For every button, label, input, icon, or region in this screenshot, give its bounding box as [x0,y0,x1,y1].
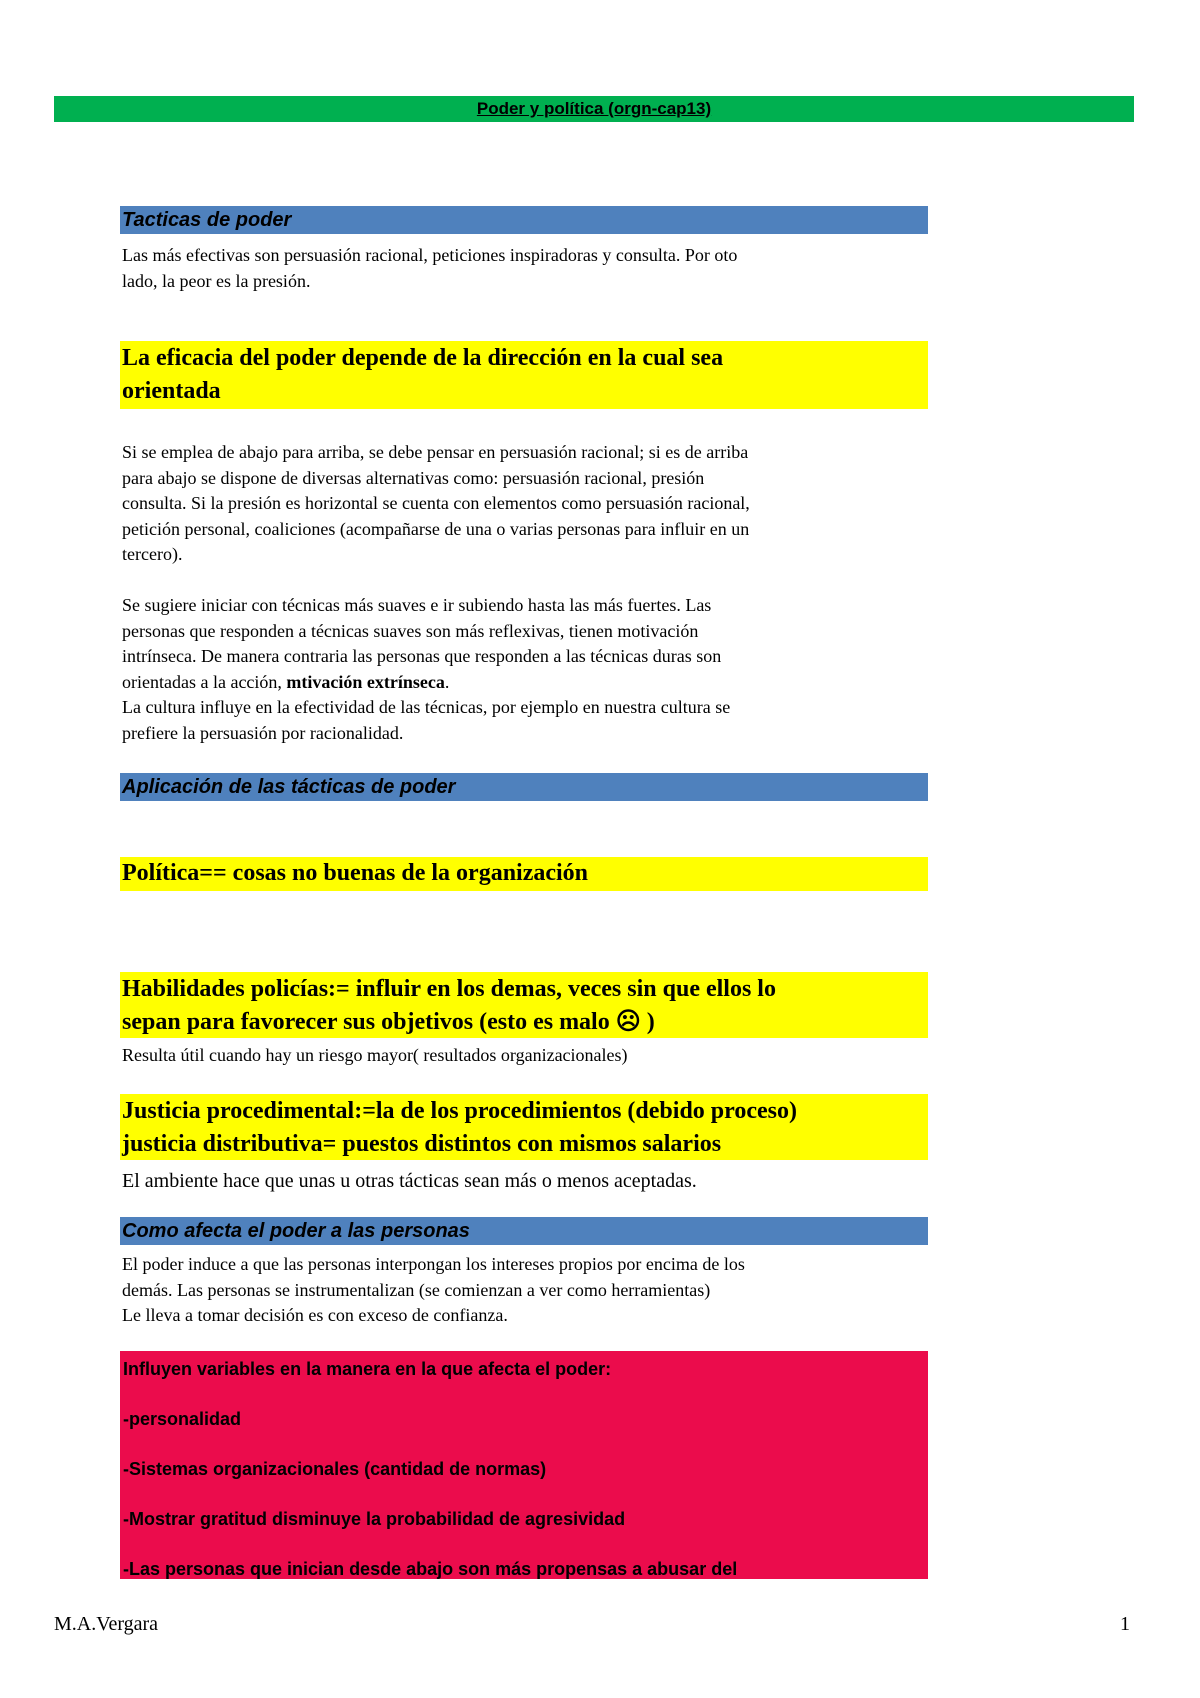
habilidades-heading-line: sepan para favorecer sus objetivos (esto es malo ☹ ) [122,1009,655,1035]
variables-line: -personalidad [123,1409,242,1429]
sugiere-line: La cultura influye en la efectividad de las técnicas, por ejemplo en nuestra cultura se [122,697,731,717]
section-heading-afecta: Como afecta el poder a las personas [120,1217,928,1245]
variables-line: Influyen variables en la manera en la que afecta el poder: [123,1359,612,1379]
afecta-text-line: demás. Las personas se instrumentalizan (se comienzan a ver como herramientas) [122,1279,711,1300]
sugiere-line: Se sugiere iniciar con técnicas más suaves e ir subiendo hasta las más fuertes. Las [122,595,712,615]
variables-line: -Sistemas organizacionales (cantidad de normas) [123,1459,547,1479]
variables-line: -Mostrar gratitud disminuye la probabilidad de agresividad [123,1509,626,1529]
tacticas-text-line: Las más efectivas son persuasión racional, peticiones inspiradoras y consulta. Por oto [122,245,738,265]
sugiere-line-prefix: orientadas a la acción, [122,671,287,692]
afecta-text [122,1252,922,1329]
variables-line: -Las personas que inician desde abajo son más propensas a abusar del [123,1559,738,1579]
eficacia-text-line: petición personal, coaliciones (acompañarse de una o varias personas para influir en un [122,518,750,539]
sugiere-text [122,593,922,746]
eficacia-heading-line: orientada [122,378,221,404]
sugiere-line: intrínseca. De manera contraria las personas que responden a las técnicas duras son [122,646,722,666]
section-heading-aplicacion: Aplicación de las tácticas de poder [120,773,928,801]
sugiere-line: prefiere la persuasión por racionalidad. [122,722,404,743]
section-heading-habilidades [120,972,928,1038]
footer-author: M.A.Vergara [54,1613,159,1635]
footer-page-number: 1 [1120,1613,1130,1635]
sugiere-line: personas que responden a técnicas suaves son más reflexivas, tienen motivación [122,620,699,641]
section-heading-justicia [120,1094,928,1160]
section-heading-politica: Política== cosas no buenas de la organización [120,857,928,891]
variables-box [120,1351,928,1579]
habilidades-text: Resulta útil cuando hay un riesgo mayor( resultados organizacionales) [122,1045,628,1065]
afecta-text-line: El poder induce a que las personas interpongan los intereses propios por encima de los [122,1254,745,1274]
habilidades-heading-line: Habilidades policías:= influir en los demas, veces sin que ellos lo [122,976,776,1002]
justicia-heading-line: Justicia procedimental:=la de los procedimientos (debido proceso) [122,1098,797,1124]
eficacia-text-line: tercero). [122,544,183,564]
eficacia-text [122,440,922,568]
tacticas-text-line: lado, la peor es la presión. [122,270,311,291]
section-heading-eficacia [120,341,928,409]
sugiere-line [122,670,922,696]
afecta-text-line: Le lleva a tomar decisión es con exceso de confianza. [122,1305,508,1325]
eficacia-text-line: Si se emplea de abajo para arriba, se debe pensar en persuasión racional; si es de arriba [122,442,749,462]
ambiente-text: El ambiente hace que unas u otras tácticas sean más o menos aceptadas. [122,1170,697,1192]
section-heading-tacticas: Tacticas de poder [120,206,928,234]
tacticas-text [122,243,922,294]
eficacia-heading-line: La eficacia del poder depende de la dirección en la cual sea [122,345,724,371]
eficacia-text-line: para abajo se dispone de diversas alternativas como: persuasión racional, presión [122,467,705,488]
eficacia-text-line: consulta. Si la presión es horizontal se cuenta con elementos como persuasión racional, [122,493,750,513]
page-title: Poder y política (orgn-cap13) [54,96,1134,122]
justicia-heading-line: justicia distributiva= puestos distintos con mismos salarios [122,1131,722,1157]
sugiere-line-suffix: . [444,671,450,692]
sugiere-line-bold: mtivación extrínseca [286,671,445,692]
